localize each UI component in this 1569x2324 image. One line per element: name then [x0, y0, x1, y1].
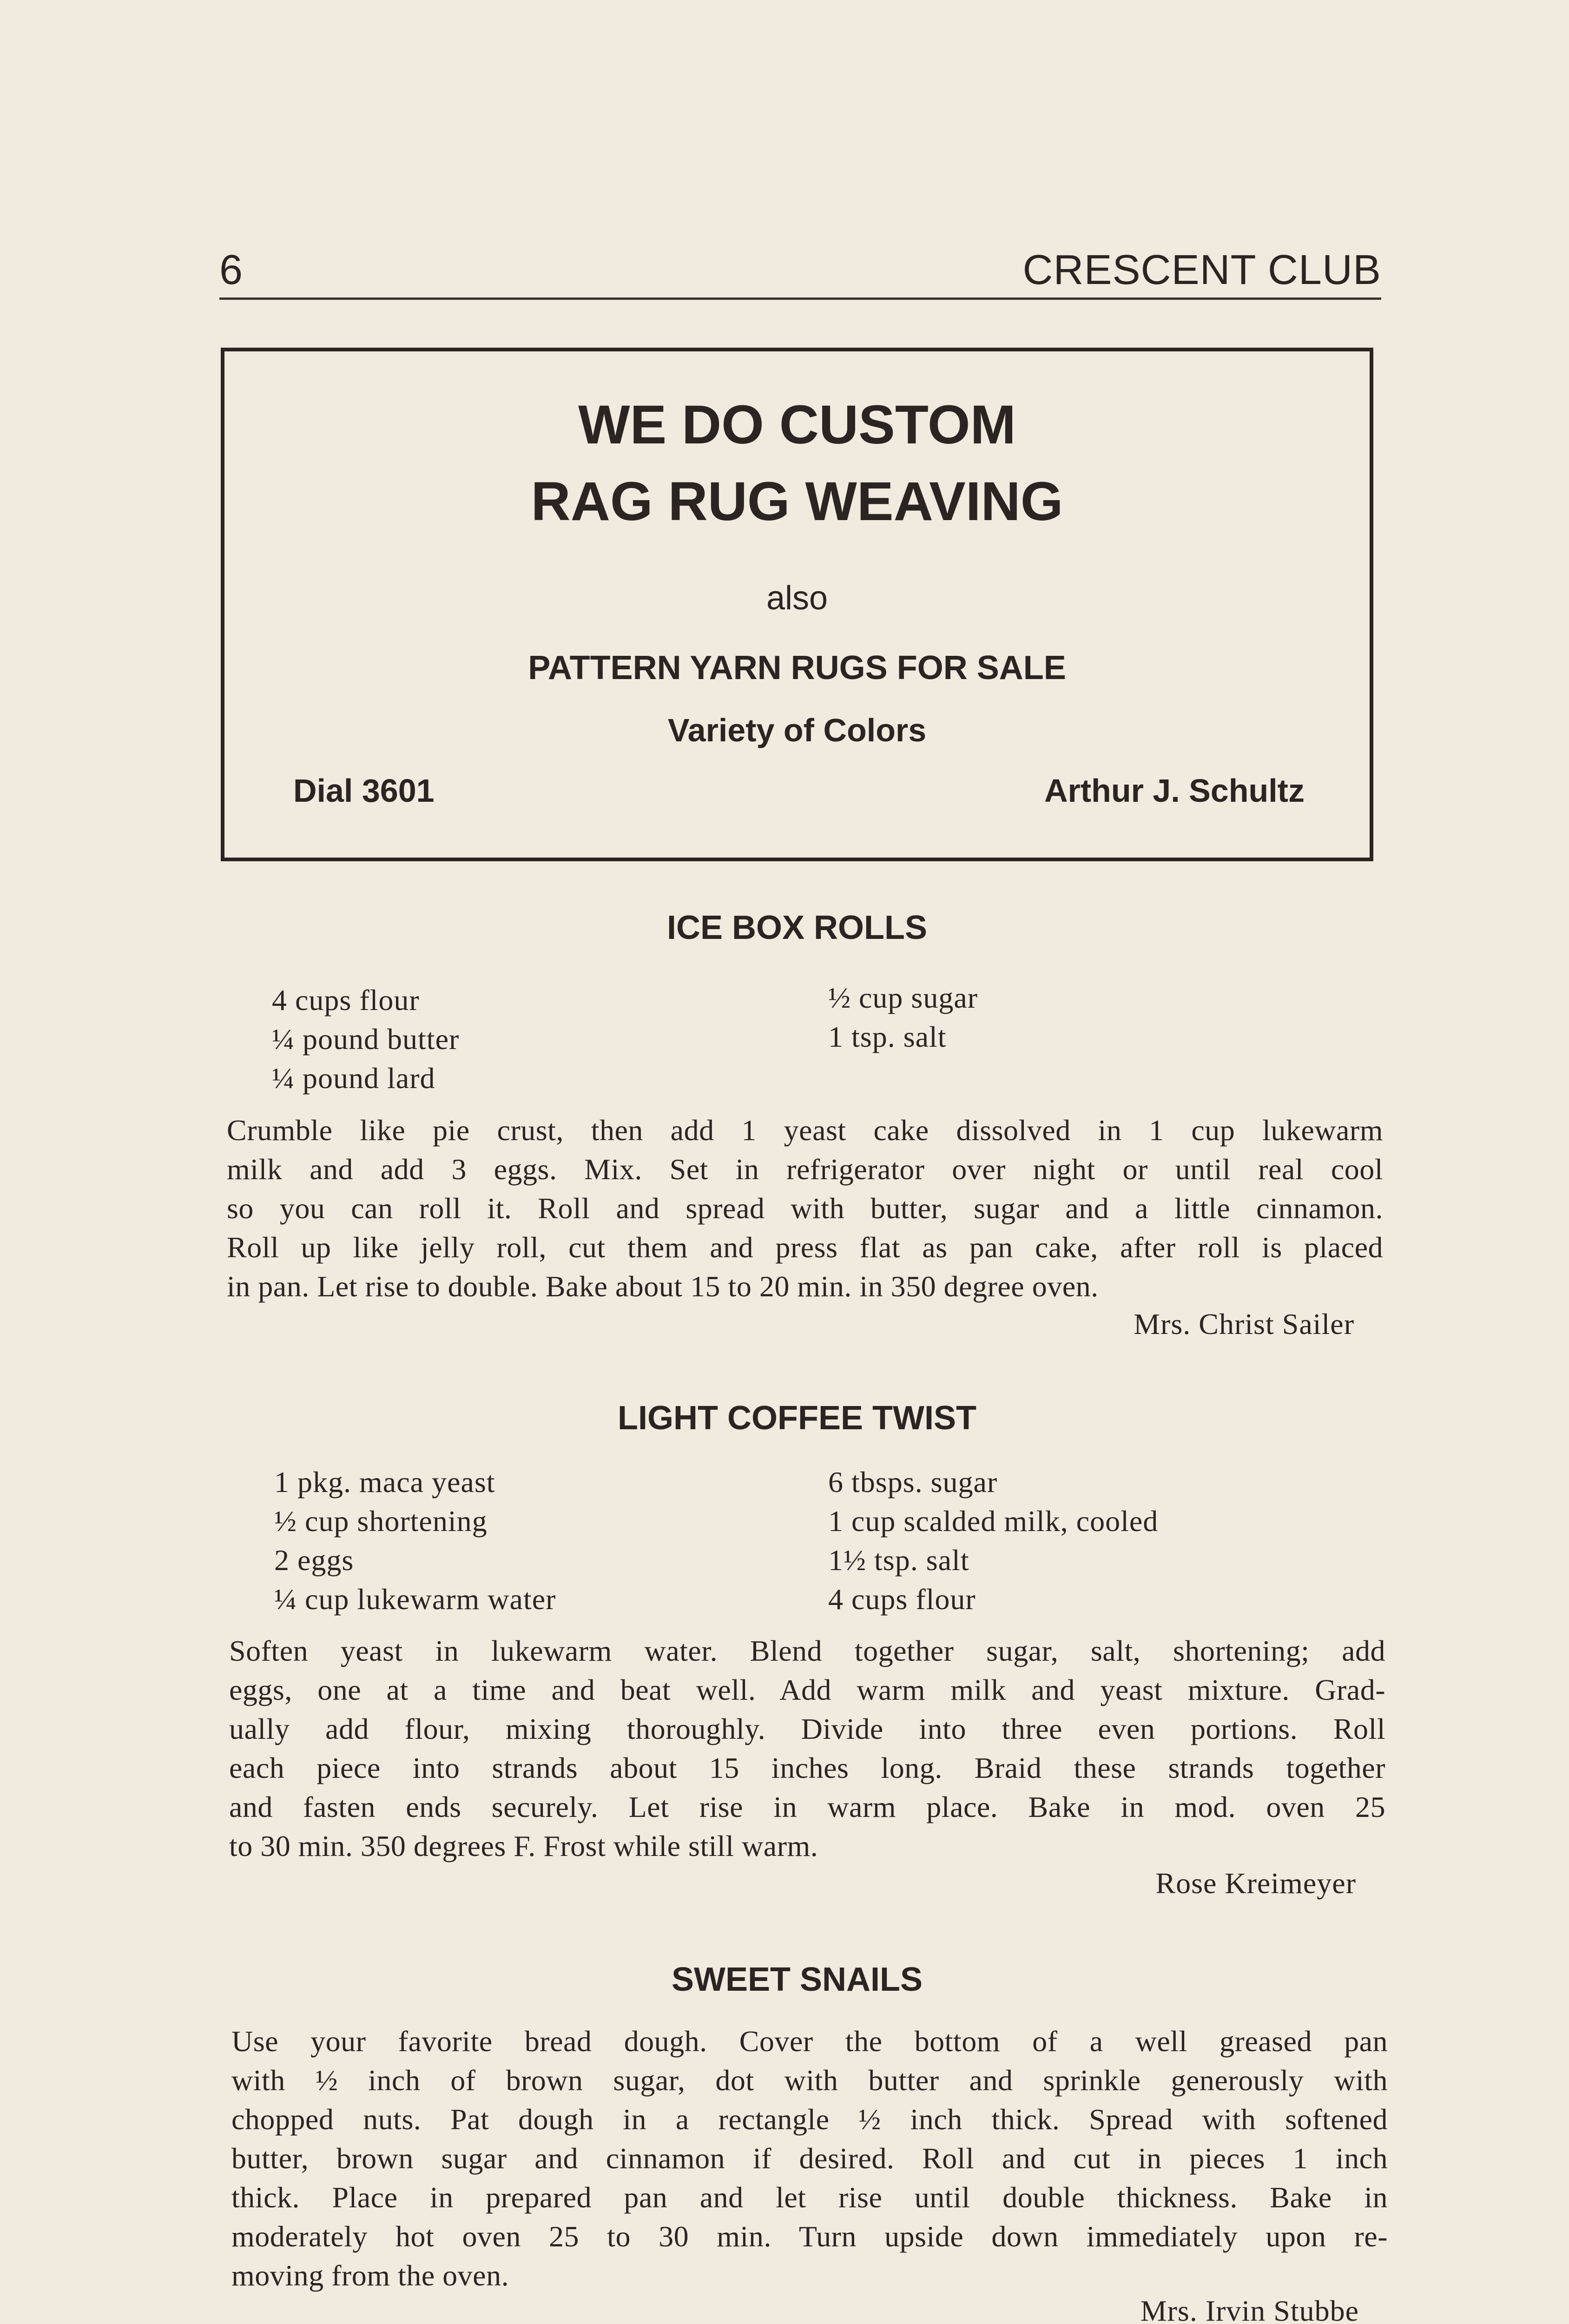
ingredient-list-left — [274, 1463, 556, 1619]
ad-pattern-line: PATTERN YARN RUGS FOR SALE — [528, 649, 1066, 687]
ingredient: 1 cup scalded milk, cooled — [828, 1505, 1159, 1538]
text-line: with ½ inch of brown sugar, dot with butter and sprinkle generously with — [231, 2064, 1388, 2097]
text-line: Use your favorite bread dough. Cover the bottom of a well greased pan — [231, 2025, 1388, 2058]
ad-also: also — [766, 580, 828, 617]
text-line: moderately hot oven 25 to 30 min. Turn upside down immediately upon re- — [231, 2220, 1388, 2253]
text-line: eggs, one at a time and beat well. Add warm milk and yeast mixture. Grad- — [229, 1673, 1385, 1706]
ad-phone: Dial 3601 — [293, 772, 435, 809]
ingredient: ½ cup shortening — [274, 1505, 488, 1538]
text-line: in pan. Let rise to double. Bake about 15 to 20 min. in 350 degree oven. — [227, 1270, 1099, 1303]
advertisement-box — [221, 348, 1373, 861]
text-line: to 30 min. 350 degrees F. Frost while still warm. — [229, 1829, 818, 1862]
running-title: CRESCENT CLUB — [1022, 247, 1381, 293]
text-line: butter, brown sugar and cinnamon if desired. Roll and cut in pieces 1 inch — [231, 2142, 1388, 2175]
ingredient: 6 tbsps. sugar — [828, 1466, 998, 1499]
text-line: Roll up like jelly roll, cut them and press flat as pan cake, after roll is placed — [227, 1231, 1383, 1264]
text-line: and fasten ends securely. Let rise in warm place. Bake in mod. oven 25 — [229, 1790, 1385, 1823]
recipe-title: LIGHT COFFEE TWIST — [618, 1400, 976, 1437]
ingredient: 1 pkg. maca yeast — [274, 1466, 495, 1499]
page-header — [219, 242, 1381, 300]
ingredient: 4 cups flour — [272, 984, 420, 1017]
ingredient-list-left — [272, 981, 459, 1098]
text-line: so you can roll it. Roll and spread with butter, sugar and a little cinnamon. — [227, 1192, 1383, 1225]
text-line: chopped nuts. Pat dough in a rectangle ½ inch thick. Spread with softened — [231, 2103, 1388, 2136]
ingredient-list-right — [828, 1463, 1158, 1619]
ingredient: ½ cup sugar — [828, 981, 978, 1014]
text-line: milk and add 3 eggs. Mix. Set in refrigerator over night or until real cool — [227, 1153, 1383, 1186]
recipe-title: SWEET SNAILS — [671, 1961, 923, 1998]
ingredient: 1 tsp. salt — [828, 1020, 947, 1053]
ingredient: ¼ pound butter — [272, 1023, 460, 1056]
text-line: Crumble like pie crust, then add 1 yeast cake dissolved in 1 cup lukewarm — [227, 1114, 1383, 1147]
text-line: ually add flour, mixing thoroughly. Divide into three even portions. Roll — [229, 1712, 1385, 1745]
ingredient: 2 eggs — [274, 1544, 354, 1577]
ingredient: 1½ tsp. salt — [828, 1544, 969, 1577]
recipe-author: Mrs. Christ Sailer — [1134, 1307, 1354, 1340]
recipe-author: Rose Kreimeyer — [1155, 1867, 1356, 1900]
ad-proprietor: Arthur J. Schultz — [1044, 772, 1305, 809]
ad-headline-1: WE DO CUSTOM — [578, 394, 1016, 456]
text-line: each piece into strands about 15 inches long. Braid these strands together — [229, 1751, 1385, 1784]
ingredient: ¼ pound lard — [272, 1062, 435, 1095]
recipe-instructions — [227, 1111, 1383, 1306]
ingredient-list-right — [828, 978, 978, 1056]
recipe-author: Mrs. Irvin Stubbe — [1140, 2294, 1359, 2324]
ad-variety-line: Variety of Colors — [667, 712, 927, 748]
text-line: moving from the oven. — [231, 2259, 509, 2292]
recipe-title: ICE BOX ROLLS — [666, 909, 928, 946]
text-line: thick. Place in prepared pan and let rise until double thickness. Bake in — [231, 2181, 1388, 2214]
page-number: 6 — [219, 247, 243, 293]
ad-headline-2: RAG RUG WEAVING — [531, 471, 1063, 532]
ingredient: ¼ cup lukewarm water — [274, 1583, 556, 1616]
recipe-instructions — [229, 1631, 1385, 1866]
recipe-instructions — [231, 2022, 1388, 2295]
ingredient: 4 cups flour — [828, 1583, 976, 1616]
text-line: Soften yeast in lukewarm water. Blend together sugar, salt, shortening; add — [229, 1634, 1385, 1667]
